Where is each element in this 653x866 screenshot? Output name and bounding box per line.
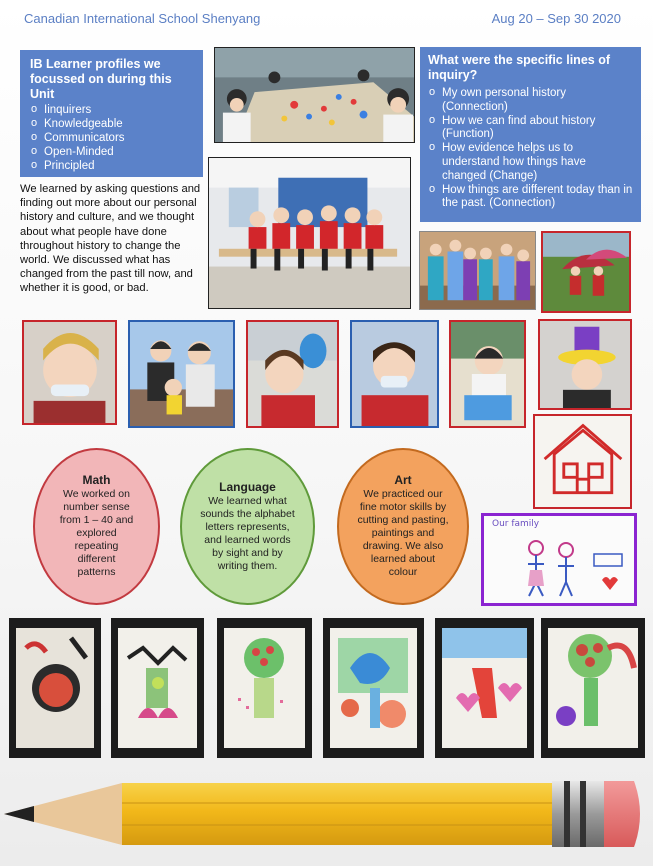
list-item: o Principled (30, 159, 193, 173)
paper-house-photo (533, 414, 632, 509)
learner-profiles-list (30, 103, 193, 173)
balloon-photo (246, 320, 339, 428)
inquiry-title: What were the specific lines of inquiry? (428, 53, 610, 82)
list-item: o Iinquirers (30, 103, 193, 117)
language-oval (180, 448, 315, 605)
date-range: Aug 20 – Sep 30 2020 (491, 11, 621, 26)
umbrella-photo (541, 231, 631, 313)
artwork-3 (217, 618, 312, 758)
art-text: We practiced our fine motor skills by cutting and pasting, paintings and drawing. We also learned about colour (357, 488, 449, 578)
language-title: Language (219, 479, 276, 494)
list-item: o Communicators (30, 131, 193, 145)
list-item: o How we can find about history (Function) (428, 115, 633, 143)
artwork-5 (435, 618, 534, 758)
inquiry-list (428, 87, 633, 211)
artwork-6 (541, 618, 645, 758)
math-oval (33, 448, 160, 605)
artwork-2 (111, 618, 204, 758)
girl-photo (22, 320, 117, 425)
school-name: Canadian International School Shenyang (24, 11, 261, 26)
math-title: Math (82, 473, 111, 487)
classroom-table-photo (214, 47, 415, 143)
hat-photo (538, 319, 632, 410)
unit-summary: We learned by asking questions and finding out more about our personal history and culture, and we thought about what people have done throughout history to change the world. We discussed what has changed from the past till now, and whether it is good, or bad. (20, 183, 201, 295)
drawing-caption: Our family (492, 519, 540, 529)
list-item: o Open-Minded (30, 145, 193, 159)
list-item: o Knowledgeable (30, 117, 193, 131)
art-oval (337, 448, 469, 605)
list-item: o How evidence helps us to understand how things have changed (Change) (428, 142, 633, 183)
reading-photo (449, 320, 526, 428)
mask-boy-photo (350, 320, 439, 428)
artwork-4 (323, 618, 424, 758)
learner-profiles-box (20, 50, 203, 177)
costume-photo (419, 231, 536, 310)
language-text: We learned what sounds the alphabet letters represents, and learned words by sight and by writing them. (200, 494, 295, 572)
learner-profiles-title: IB Learner profiles we focussed on during this Unit (30, 57, 172, 101)
art-title: Art (394, 473, 412, 487)
class-group-photo (208, 157, 411, 309)
list-item: o How things are different today than in the past. (Connection) (428, 184, 633, 212)
math-text: We worked on number sense from 1 – 40 and explored repeating different patterns (59, 488, 134, 578)
lines-of-inquiry-box (420, 47, 641, 222)
artwork-1 (9, 618, 101, 758)
family-photo (128, 320, 235, 428)
pencil-decoration (4, 775, 649, 853)
family-drawing (481, 513, 637, 606)
list-item: o My own personal history (Connection) (428, 87, 633, 115)
